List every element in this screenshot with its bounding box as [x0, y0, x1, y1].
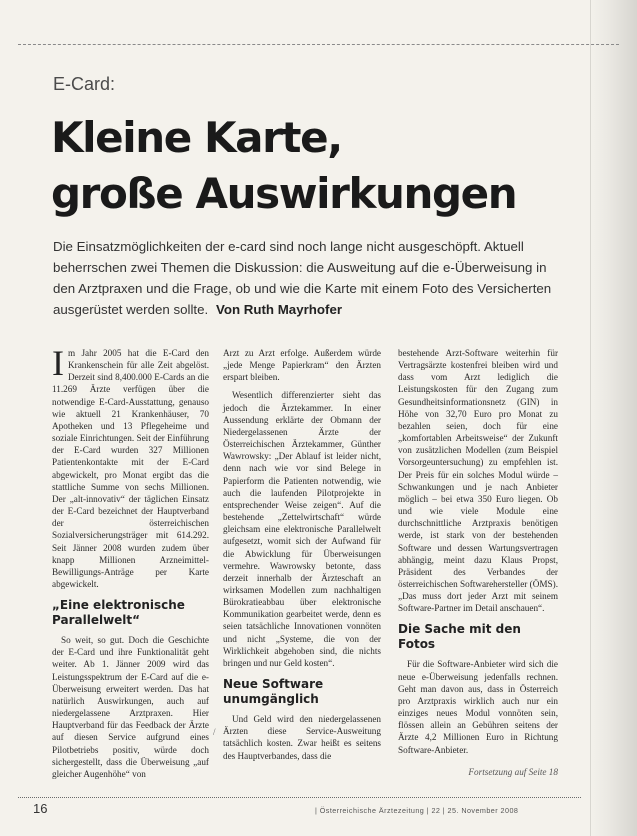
- page-edge-shadow: [589, 0, 637, 836]
- headline: [51, 110, 571, 222]
- body-paragraph: Und Geld wird den niedergelassenen Ärzten diese Service-Ausweitung tatsächlich kosten. Zwar heißt es seitens des Hauptverbandes, dass die: [223, 714, 381, 761]
- body-paragraph: Für die Software-Anbieter wird sich die neue e-Überweisung jedenfalls rechnen. Geht man davon aus, dass in Österreich pro Arztpraxis wirklich auch nur ein einziges neues Modul vonnöten sein, flössen allein an Gebühren seitens der Ärzte 4,2 Millionen Euro in Richtung Software-Anbieter.: [398, 659, 558, 755]
- margin-mark: /: [213, 727, 216, 737]
- drop-cap: I: [52, 343, 64, 383]
- section-kicker: E-Card:: [53, 74, 116, 94]
- body-text: m Jahr 2005 hat die E-Card den Krankenschein für alle Zeit abgelöst. Derzeit sind 8,400.000 E-Cards an die 11.269 Ärzte verfügen über die notwendige E-Card-Ausstattung, genauso wie aktuell 21 Krankenhäuser, 70 Apotheken und 13 Pflegeheime und soziale Einrichtungen. Seit der Einführung der E-Card wurden 327 Millionen Patientenkontakte mit der E-Card abgewickelt, pro Monat ergibt das die stattliche Summe von sechs Millionen. Der „alt-innovativ“ der täglichen Einsatz der E-Card bezeichnet der Hauptverband der österreichischen Sozialversicherungsträger mit 614.292. Seit Jänner 2008 wurden zudem über knapp Millionen Arzneimittel-Bewilligungs-Anträge per Karte abgewickelt.: [52, 348, 209, 589]
- continued-note: Fortsetzung auf Seite 18: [468, 766, 558, 777]
- body-paragraph: So weit, so gut. Doch die Geschichte der E-Card und ihre Funktionalität geht weiter. Ab 1. Jänner 2009 wird das Leistungsspektrum der E-Card auf die e-Überweisung erweitert werden. Das hat natürlich Auswirkungen, auch auf niedergelassene Arztpraxen. Hier Hauptverband für das Feedback der Ärzte auf diesen Service aufgrund eines Pilotbetriebs positiv, würde doch sichergestellt, dass die Überweisung „auf gleicher Augenhöhe“ von: [52, 635, 209, 779]
- body-paragraph: [52, 343, 209, 590]
- lead-paragraph: [53, 236, 553, 320]
- body-column-1: [52, 343, 209, 786]
- body-paragraph: Wesentlich differenzierter sieht das jedoch die Ärztekammer. In einer Aussendung erklärte der Obmann der Niedergelassenen Ärzte der Österreichischen Ärztekammer, Günther Wawrowsky: „Der Ablauf ist leider nicht, denn nach wie vor sind Belege in Papierform die Patienten notwendig, wie auch die laufenden Pilotprojekte in entsprechender Weise zeigen“. Auf die bestehende „Zettelwirtschaft“ würde gleichsam eine elektronische Parallelwelt aufgesetzt, womit sich der Aufwand für die Abwicklung für Überweisungen vermehre. Wawrowsky betonte, dass derzeit innerhalb der Ärzteschaft an wirksamen Modellen zum nachhaltigen Bürokratieabbau über elektronische Kommunikation gearbeitet werde, denn es seien tatsächliche Innovationen vonnöten und nicht „Systeme, die von der Wirklichkeit abgehoben sind, die nichts bringen und nur Geld kosten“.: [223, 390, 381, 668]
- top-rule: [18, 44, 619, 45]
- headline-line-2: große Auswirkungen: [51, 169, 517, 218]
- footer-rule: [18, 797, 581, 798]
- author-byline: Von Ruth Mayrhofer: [215, 302, 343, 317]
- page-edge-line: [590, 0, 591, 836]
- body-column-3: [398, 347, 558, 778]
- body-paragraph: bestehende Arzt-Software weiterhin für Vertragsärzte kostenfrei bleiben wird und dass vom Arzt lediglich die Leistungskosten für den Zugang zum Gesundheitsinformationsnetz (GIN) in Höhe von 32,70 Euro pro Monat zu bezahlen seien, doch für eine „komfortablen Arbeitsweise“ der Zukunft von zusätzlichen Modellen (zum Beispiel Vorsorgeuntersuchung) zu empfehlen ist. Der Preis für ein solches Modul würde – Schwankungen und je nach Anbieter möglich – bei etwa 350 Euro liegen. Ob und wie viele Module eine durchschnittliche Arztpraxis benötigen werde, ist stark von der bestehenden Software und dessen Wartungsvertragen abhängig, meint dazu Klaus Propst, Präsident des Verbandes der österreichischen Softwarehersteller (ÖMS). „Das muss dort jeder Arzt mit seinem Software-Partner im Detail anschauen“.: [398, 348, 558, 614]
- subheading: Die Sache mit den Fotos: [398, 622, 521, 652]
- subheading: „Eine elektronische Parallelwelt“: [52, 598, 185, 628]
- headline-line-1: Kleine Karte,: [51, 113, 342, 162]
- subheading: Neue Software unumgänglich: [223, 677, 324, 707]
- body-column-2: [223, 347, 381, 768]
- footer-source: | Österreichische Ärztezeitung | 22 | 25. November 2008: [315, 806, 519, 815]
- body-paragraph: Arzt zu Arzt erfolge. Außerdem würde „jede Menge Papierkram“ den Ärzten erspart bleiben.: [223, 348, 381, 383]
- page-number: 16: [33, 801, 48, 816]
- lead-text: Die Einsatzmöglichkeiten der e-card sind noch lange nicht ausgeschöpft. Aktuell beherrschen zwei Themen die Diskussion: die Ausweitung auf die e-Überweisung in den Arztpraxen und die Frage, ob und wie die Karte mit einem Foto des Versicherten ausgerüstet werden sollte.: [53, 239, 552, 317]
